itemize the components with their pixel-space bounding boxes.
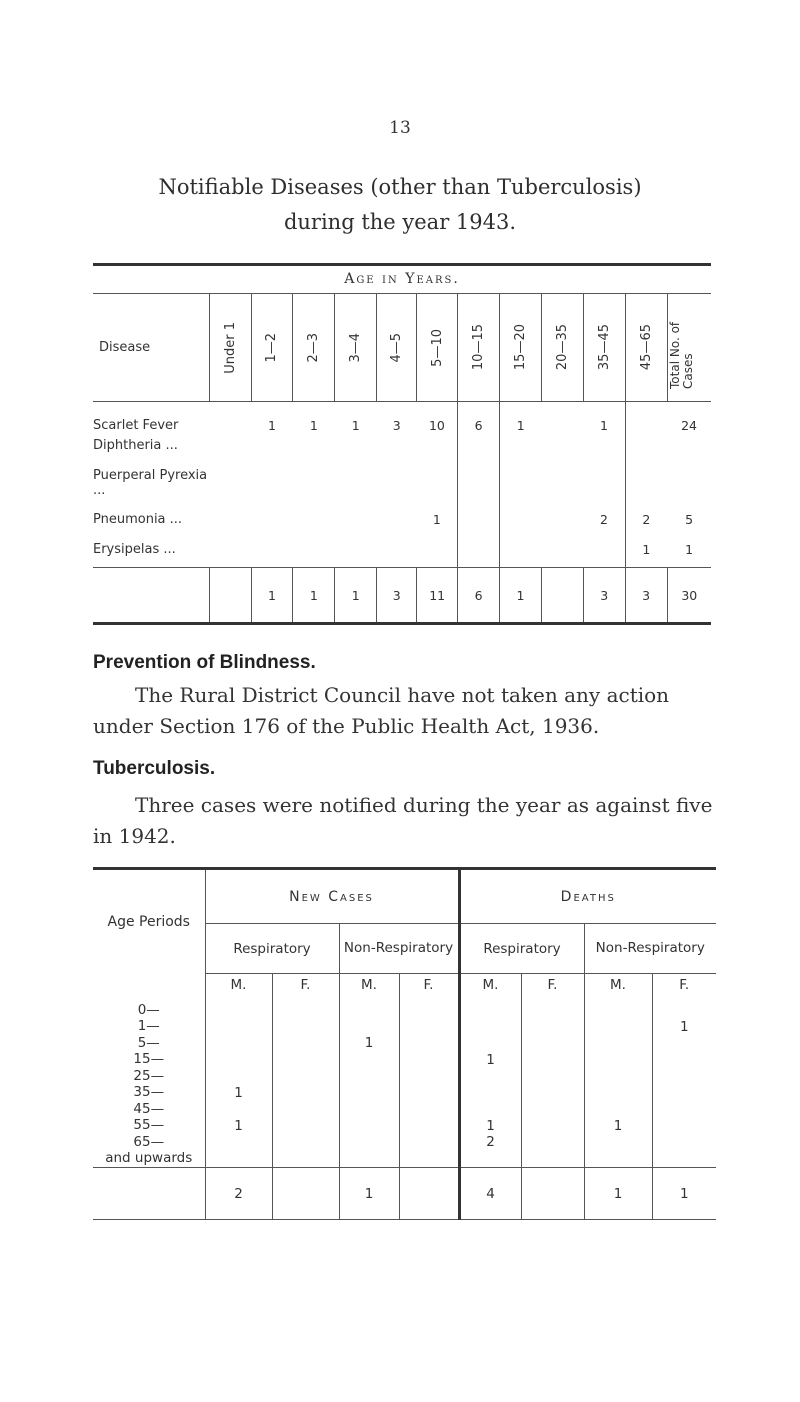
- table-cell: 1: [234, 1084, 243, 1101]
- age-period: 5—: [137, 1034, 160, 1051]
- age-period: 15—: [133, 1051, 165, 1067]
- table-cell: [458, 464, 500, 508]
- female-header: F.: [547, 977, 558, 993]
- table-cell: [585, 1035, 652, 1052]
- table-cell: [625, 434, 667, 464]
- table-cell: [273, 1151, 339, 1168]
- header-row: [93, 294, 711, 402]
- new-resp-m: [205, 974, 272, 1168]
- table-cell: [541, 508, 583, 538]
- table-cell: [522, 1151, 584, 1168]
- disease-name: Puerperal Pyrexia ...: [93, 467, 208, 498]
- female-header: F.: [423, 977, 434, 993]
- table-cell: 3: [392, 418, 401, 433]
- table-cell: [206, 1068, 272, 1085]
- new-cases-header: New Cases: [205, 869, 459, 924]
- table-cell: [206, 1101, 272, 1118]
- table-cell: [273, 1085, 339, 1102]
- total-cell: [272, 1168, 339, 1220]
- table-cell: [273, 1101, 339, 1118]
- table-cell: [206, 1035, 272, 1052]
- table-cell: [500, 538, 542, 568]
- total-cell: 1: [652, 1168, 716, 1220]
- table-cell: [293, 464, 335, 508]
- table-cell: [273, 1035, 339, 1052]
- table-cell: [458, 538, 500, 568]
- table-cell: [417, 538, 458, 568]
- table-cell: 1: [432, 511, 441, 527]
- heading-prevention-of-blindness: Prevention of Blindness.: [93, 652, 316, 673]
- age-period: 35—: [133, 1084, 165, 1100]
- table-cell: [500, 508, 542, 538]
- paragraph-tuberculosis: Three cases were notified during the year as against five in 1942.: [93, 793, 713, 848]
- table-cell: [461, 1101, 521, 1118]
- total-cell: 1: [584, 1168, 652, 1220]
- table-cell: [583, 464, 625, 508]
- table-cell: 1: [625, 538, 667, 568]
- disease-header: Disease: [99, 340, 151, 355]
- table-cell: [461, 1035, 521, 1052]
- new-resp-f: [272, 974, 339, 1168]
- totals-row: [93, 1168, 716, 1220]
- table-cell: [400, 1019, 458, 1036]
- table-cell: [653, 1068, 717, 1085]
- table-cell: [377, 508, 417, 538]
- table-cell: [461, 1002, 521, 1019]
- age-caption: Age in Years.: [344, 271, 460, 287]
- table-cell: [653, 1134, 717, 1151]
- table-cell: [625, 464, 667, 508]
- total-cell: 6: [458, 568, 500, 624]
- table-cell: [585, 1019, 652, 1036]
- table-cell: [377, 538, 417, 568]
- table-cell: 1: [679, 1018, 689, 1035]
- page-title: Notifiable Diseases (other than Tuberculosis): [158, 175, 642, 199]
- paragraph-prevention-of-blindness: The Rural District Council have not taken any action under Section 176 of the Public Health Act, 1936.: [93, 683, 670, 738]
- table-cell: [206, 1002, 272, 1019]
- table-cell: 1: [600, 418, 608, 433]
- total-cell: 30: [667, 568, 711, 624]
- table-cell: [340, 1052, 399, 1069]
- total-cell: [521, 1168, 584, 1220]
- table-cell: 2: [625, 508, 667, 538]
- table-cell: [461, 1151, 521, 1168]
- disease-name: Scarlet Fever: [93, 418, 179, 433]
- male-header: M.: [361, 977, 377, 993]
- non-respiratory-header: Non-Respiratory: [339, 924, 459, 974]
- table-cell: [335, 508, 377, 538]
- table-cell: [340, 1085, 399, 1102]
- total-cell: [209, 568, 251, 624]
- table-cell: 1: [613, 1117, 623, 1134]
- table-cell: 1: [486, 1051, 495, 1068]
- table-cell: [273, 1052, 339, 1069]
- table-row: [93, 464, 711, 508]
- new-nonresp-m: [339, 974, 399, 1168]
- totals-row: [93, 568, 711, 624]
- table-cell: [585, 1101, 652, 1118]
- table-cell: [377, 434, 417, 464]
- page-number: 13: [389, 118, 411, 138]
- table-cell: [340, 1002, 399, 1019]
- deaths-nonresp-m: [584, 974, 652, 1168]
- age-period: 1—: [137, 1018, 160, 1034]
- age-header: 5—10: [429, 328, 445, 367]
- title-rule: [93, 263, 711, 266]
- table-cell: [458, 508, 500, 538]
- table-cell: [585, 1068, 652, 1085]
- table-cell: 6: [458, 402, 500, 434]
- table-cell: [206, 1052, 272, 1069]
- table-cell: 5: [685, 511, 694, 527]
- diseases-table: [93, 293, 711, 625]
- table-cell: [400, 1118, 458, 1135]
- table-cell: 1: [500, 402, 542, 434]
- table-cell: [653, 1085, 717, 1102]
- table-cell: 1: [309, 418, 318, 433]
- table-cell: 1: [685, 541, 694, 557]
- table-cell: [335, 538, 377, 568]
- table-cell: [400, 1068, 458, 1085]
- total-cell: 11: [417, 568, 458, 624]
- table-cell: [340, 1068, 399, 1085]
- table-row: [93, 508, 711, 538]
- table-cell: [400, 1085, 458, 1102]
- table-cell: [206, 1019, 272, 1036]
- table-row: [93, 402, 711, 434]
- respiratory-header: Respiratory: [205, 924, 339, 974]
- table-cell: [522, 1068, 584, 1085]
- table-cell: [209, 538, 251, 568]
- table-cell: [667, 464, 711, 508]
- table-cell: [273, 1118, 339, 1135]
- table-cell: [653, 1118, 717, 1135]
- age-period: 65—: [133, 1133, 165, 1150]
- table-cell: [400, 1134, 458, 1151]
- table-cell: 1: [267, 418, 276, 433]
- table-cell: [417, 434, 458, 464]
- table-cell: [653, 1101, 717, 1118]
- table-cell: [461, 1085, 521, 1102]
- table-cell: [206, 1151, 272, 1168]
- age-header: 45—65: [638, 324, 654, 371]
- table-cell: [209, 508, 251, 538]
- total-cell: 1: [335, 568, 377, 624]
- table-cell: [209, 434, 251, 464]
- deaths-resp-m: [459, 974, 521, 1168]
- table-cell: [400, 1052, 458, 1069]
- table-cell: [400, 1101, 458, 1118]
- table-cell: [251, 464, 293, 508]
- table-cell: [273, 1019, 339, 1036]
- table-cell: [273, 1134, 339, 1151]
- age-header: 20—35: [554, 324, 570, 371]
- table-row: [93, 434, 711, 464]
- table-cell: [251, 538, 293, 568]
- age-period: 55—: [133, 1117, 165, 1133]
- table-cell: 1: [486, 1117, 495, 1134]
- table-cell: [625, 402, 667, 434]
- table-cell: [458, 434, 500, 464]
- total-cell: 1: [251, 568, 293, 624]
- table-cell: [340, 1151, 399, 1168]
- total-cell: 4: [459, 1168, 521, 1220]
- table-cell: [585, 1002, 652, 1019]
- table-cell: [340, 1101, 399, 1118]
- non-respiratory-header: Non-Respiratory: [584, 924, 716, 974]
- table-cell: [585, 1052, 652, 1069]
- table-cell: [500, 434, 542, 464]
- table-cell: 1: [364, 1035, 374, 1051]
- table-cell: [541, 434, 583, 464]
- tuberculosis-table: [93, 867, 716, 1220]
- totals-label: [93, 568, 209, 624]
- male-header: M.: [482, 977, 499, 993]
- table-cell: [273, 1002, 339, 1019]
- disease-name: Diphtheria ...: [93, 437, 178, 453]
- table-cell: 1: [351, 418, 360, 433]
- table-cell: [251, 434, 293, 464]
- age-header: 4—5: [389, 332, 405, 363]
- table-cell: [209, 402, 251, 434]
- table-cell: 24: [681, 418, 697, 433]
- total-cell: 2: [205, 1168, 272, 1220]
- age-header: Under 1: [222, 321, 238, 374]
- male-header: M.: [230, 977, 247, 993]
- table-cell: [653, 1035, 717, 1052]
- age-period: 45—: [133, 1100, 165, 1117]
- table-cell: [585, 1151, 652, 1168]
- total-cell: [541, 568, 583, 624]
- table-cell: [522, 1134, 584, 1151]
- totals-label: [93, 1168, 205, 1220]
- age-header: 10—15: [471, 324, 487, 371]
- table-cell: [522, 1035, 584, 1052]
- table-cell: [273, 1068, 339, 1085]
- deaths-resp-f: [521, 974, 584, 1168]
- table-cell: [583, 434, 625, 464]
- female-header: F.: [679, 977, 690, 993]
- table-cell: [400, 1151, 458, 1168]
- table-cell: [653, 1052, 717, 1069]
- table-cell: [461, 1019, 521, 1036]
- table-cell: [500, 464, 542, 508]
- table-cell: [585, 1134, 652, 1151]
- table-cell: [251, 508, 293, 538]
- table-cell: [293, 434, 335, 464]
- age-period: 0—: [137, 1001, 160, 1018]
- disease-name: Pneumonia ...: [93, 511, 183, 527]
- table-cell: 10: [428, 418, 445, 433]
- male-header: M.: [610, 977, 626, 993]
- table-cell: [206, 1134, 272, 1151]
- table-cell: [335, 434, 377, 464]
- table-cell: [400, 1002, 458, 1019]
- table-cell: [522, 1118, 584, 1135]
- table-cell: [340, 1118, 399, 1135]
- table-cell: [541, 402, 583, 434]
- deaths-nonresp-f: [652, 974, 716, 1168]
- age-header: 15—20: [512, 324, 528, 371]
- total-cell: 3: [625, 568, 667, 624]
- table-cell: [400, 1035, 458, 1052]
- female-header: F.: [300, 977, 311, 993]
- table-cell: [522, 1002, 584, 1019]
- table-cell: [522, 1052, 584, 1069]
- table-cell: [541, 464, 583, 508]
- table-cell: [522, 1101, 584, 1118]
- age-periods-header: Age Periods: [107, 913, 190, 930]
- total-header: Total No. of Cases: [668, 321, 696, 389]
- age-periods-list: [93, 974, 205, 1168]
- table-cell: 1: [234, 1117, 243, 1134]
- age-period: and upwards: [105, 1150, 193, 1166]
- age-header: 2—3: [306, 332, 322, 363]
- table-row: [93, 538, 711, 568]
- table-cell: [583, 538, 625, 568]
- table-cell: 2: [600, 511, 608, 527]
- table-cell: [522, 1085, 584, 1102]
- table-cell: [377, 464, 417, 508]
- disease-name: Erysipelas ...: [93, 541, 176, 557]
- heading-tuberculosis: Tuberculosis.: [93, 758, 216, 779]
- page-subtitle: during the year 1943.: [283, 210, 517, 234]
- total-cell: 3: [377, 568, 417, 624]
- total-cell: 3: [583, 568, 625, 624]
- table-cell: [522, 1019, 584, 1036]
- total-cell: 1: [293, 568, 335, 624]
- table-cell: [209, 464, 251, 508]
- table-cell: [461, 1068, 521, 1085]
- table-cell: [541, 538, 583, 568]
- age-header: 3—4: [348, 332, 364, 363]
- table-cell: [335, 464, 377, 508]
- table-cell: [293, 538, 335, 568]
- new-nonresp-f: [399, 974, 459, 1168]
- total-cell: 1: [339, 1168, 399, 1220]
- table-cell: [653, 1002, 717, 1019]
- table-cell: [653, 1151, 717, 1168]
- table-cell: [585, 1085, 652, 1102]
- table-cell: 2: [486, 1134, 495, 1150]
- table-cell: [417, 464, 458, 508]
- table-cell: [293, 508, 335, 538]
- table-cell: [340, 1134, 399, 1151]
- table-cell: [667, 434, 711, 464]
- total-cell: 1: [500, 568, 542, 624]
- age-header: 1—2: [264, 332, 280, 363]
- age-header: 35—45: [596, 324, 612, 371]
- total-cell: [399, 1168, 459, 1220]
- deaths-header: Deaths: [459, 869, 716, 924]
- respiratory-header: Respiratory: [459, 924, 584, 974]
- table-cell: [340, 1019, 399, 1036]
- age-period: 25—: [133, 1067, 165, 1084]
